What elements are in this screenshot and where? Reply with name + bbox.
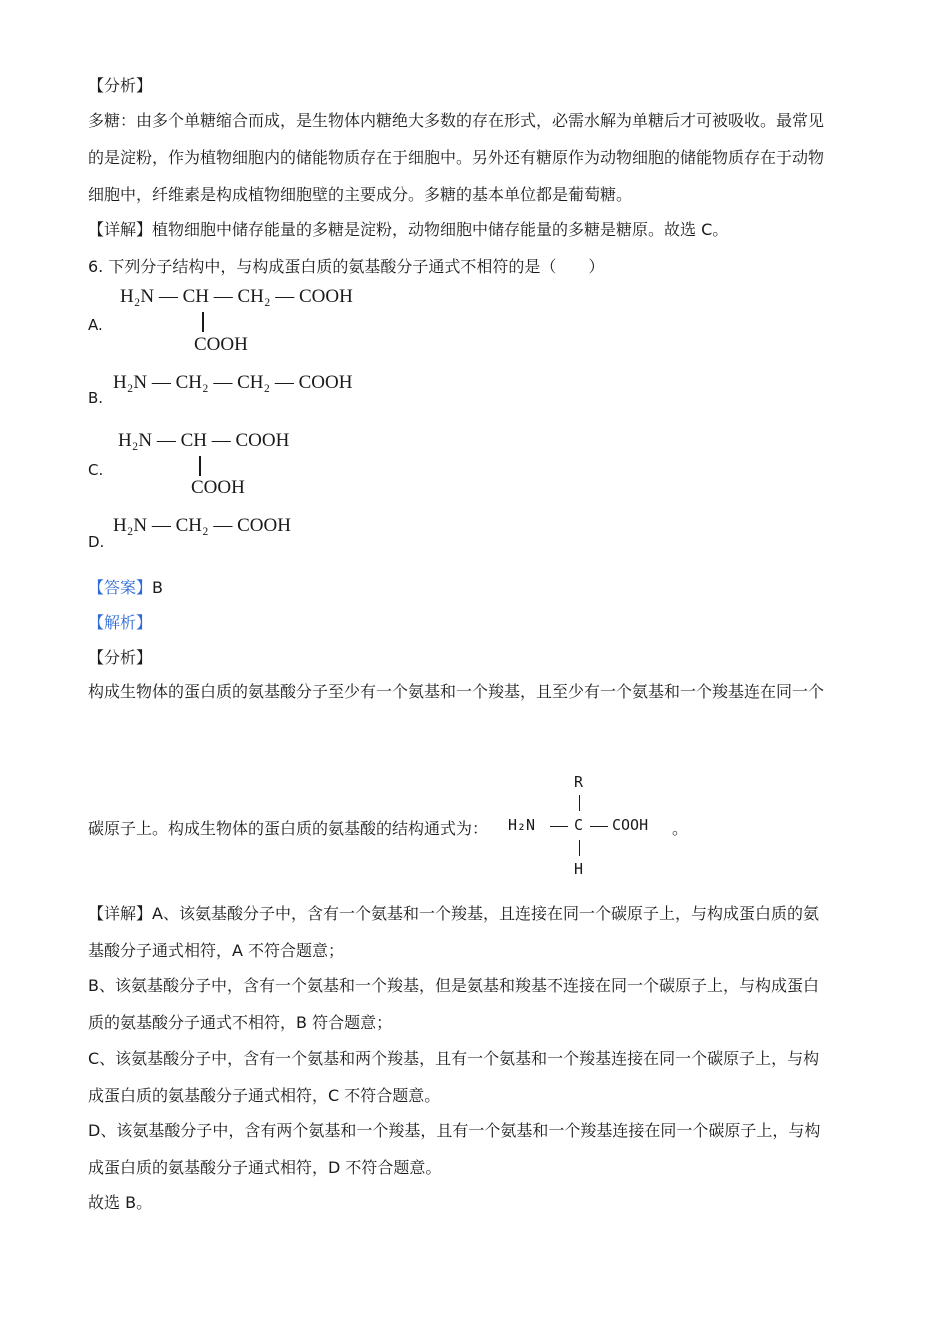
option-b-label: B. [88,389,104,407]
detail2-line: 成蛋白质的氨基酸分子通式相符，D 不符合题意。 [88,1158,442,1177]
option-d-label: D. [88,533,105,551]
detail2-line: 故选 B。 [88,1193,153,1212]
analysis-line: 的是淀粉，作为植物细胞内的储能物质存在于细胞中。另外还有糖原作为动物细胞的储能物质存在于动物 [88,148,825,167]
analysis-heading: 【分析】 [88,76,153,95]
general-formula-bond-bottom [579,840,580,856]
analysis2-line: 构成生物体的蛋白质的氨基酸分子至少有一个氨基和一个羧基，且至少有一个氨基和一个羧基连在同一个 [88,682,825,701]
option-a-label: A. [88,316,103,334]
general-formula-cooh: COOH [612,816,649,834]
detail2-line: 基酸分子通式相符，A 不符合题意； [88,941,345,960]
answer-tag: 【答案】 [88,578,153,597]
jiexi-heading: 【解析】 [88,613,153,632]
detail2-line: B、该氨基酸分子中，含有一个氨基和一个羧基，但是氨基和羧基不连接在同一个碳原子上，与构成蛋白 [88,976,819,995]
general-formula-bond-right [590,826,608,827]
general-formula-h: H [574,860,584,878]
general-formula-c: C [574,816,584,834]
detail-line: 【详解】植物细胞中储存能量的多糖是淀粉，动物细胞中储存能量的多糖是糖原。故选 C。 [88,220,729,239]
analysis2-line: 碳原子上。构成生物体的蛋白质的氨基酸的结构通式为： [88,819,489,838]
analysis-line: 多糖：由多个单糖缩合而成，是生物体内糖绝大多数的存在形式，必需水解为单糖后才可被吸收。最常见 [88,111,825,130]
option-b-formula: H₂N — CH₂ — CH₂ — COOH [113,372,353,393]
detail2-line: C、该氨基酸分子中，含有一个氨基和两个羧基，且有一个氨基和一个羧基连接在同一个碳原子上，与构 [88,1049,820,1068]
option-d-formula: H₂N — CH₂ — COOH [113,515,291,536]
option-c-side-group: COOH [191,477,245,498]
answer-value: B [152,578,163,597]
answer-line [88,577,163,599]
analysis2-heading: 【分析】 [88,648,153,667]
question-stem: 6. 下列分子结构中，与构成蛋白质的氨基酸分子通式不相符的是（ ） [88,257,605,276]
option-c-label: C. [88,461,104,479]
analysis-line: 细胞中，纤维素是构成植物细胞壁的主要成分。多糖的基本单位都是葡萄糖。 [88,185,633,204]
option-c-vertical-bond [199,456,201,476]
general-formula-period: 。 [672,819,689,838]
option-a-formula: H₂N — CH — CH₂ — COOH [120,286,353,307]
general-formula-bond-left [550,826,568,827]
option-c-formula: H₂N — CH — COOH [118,430,290,451]
option-a-side-group: COOH [194,334,248,355]
general-formula-r: R [574,773,584,791]
detail2-line: D、该氨基酸分子中，含有两个氨基和一个羧基，且有一个氨基和一个羧基连接在同一个碳原子上，与构 [88,1121,821,1140]
general-formula-h2n: H₂N [508,816,536,834]
detail2-line: 成蛋白质的氨基酸分子通式相符，C 不符合题意。 [88,1086,441,1105]
option-a-vertical-bond [202,312,204,332]
general-formula-bond-top [579,795,580,811]
detail2-line: 【详解】A、该氨基酸分子中，含有一个氨基和一个羧基，且连接在同一个碳原子上，与构成蛋白质的氨 [88,904,819,923]
detail2-line: 质的氨基酸分子通式不相符，B 符合题意； [88,1013,393,1032]
